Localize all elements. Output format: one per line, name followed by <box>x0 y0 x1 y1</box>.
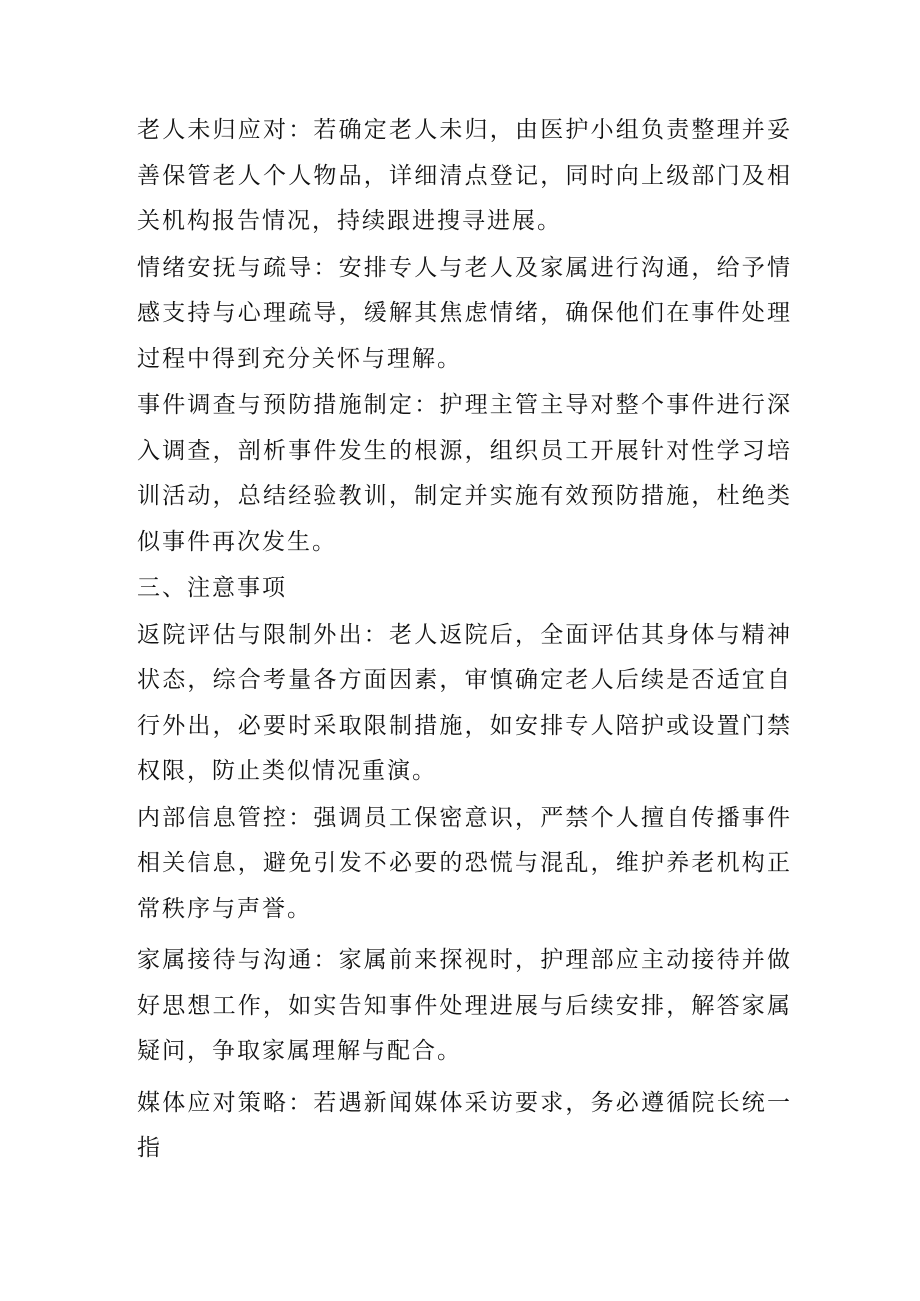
section-heading-notes: 三、注意事项 <box>137 575 287 601</box>
paragraph-internal-info-control: 内部信息管控：强调员工保密意识，严禁个人擅自传播事件相关信息，避免引发不必要的恐慌与混乱，维护养老机构正常秩序与声誉。 <box>137 804 792 922</box>
paragraph-elder-not-returned: 老人未归应对：若确定老人未归，由医护小组负责整理并妥善保管老人个人物品，详细清点登记，同时向上级部门及相关机构报告情况，持续跟进搜寻进展。 <box>137 117 792 234</box>
paragraph-media-strategy: 媒体应对策略：若遇新闻媒体采访要求，务必遵循院长统一指 <box>137 1089 792 1161</box>
document-body <box>137 108 792 1173</box>
paragraph-incident-investigation: 事件调查与预防措施制定：护理主管主导对整个事件进行深入调查，剖析事件发生的根源，组织员工开展针对性学习培训活动，总结经验教训，制定并实施有效预防措施，杜绝类似事件再次发生。 <box>137 392 792 555</box>
paragraph-family-reception: 家属接待与沟通：家属前来探视时，护理部应主动接待并做好思想工作，如实告知事件处理进展与后续安排，解答家属疑问，争取家属理解与配合。 <box>137 947 792 1064</box>
paragraph-emotional-support: 情绪安抚与疏导：安排专人与老人及家属进行沟通，给予情感支持与心理疏导，缓解其焦虑情绪，确保他们在事件处理过程中得到充分关怀与理解。 <box>137 254 792 372</box>
paragraph-return-assessment: 返院评估与限制外出：老人返院后，全面评估其身体与精神状态，综合考量各方面因素，审慎确定老人后续是否适宜自行外出，必要时采取限制措施，如安排专人陪护或设置门禁权限，防止类似情况重演。 <box>137 621 792 784</box>
